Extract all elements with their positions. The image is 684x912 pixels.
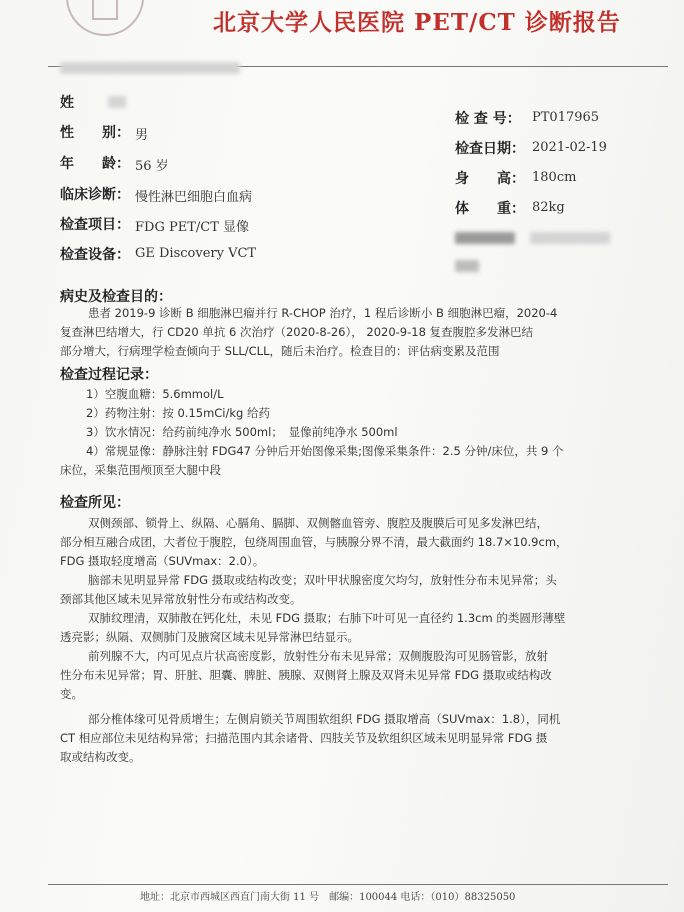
- findings-line: CT 相应部位未见结构异常；扫描范围内其余诸骨、四肢关节及软组织区域未见明显异常 FDG 摄: [60, 731, 548, 745]
- history-line: 患者 2019-9 诊断 B 细胞淋巴瘤并行 R-CHOP 治疗，1 程后诊断小 B 细胞淋巴瘤，2020-4: [88, 306, 558, 320]
- procedure-line: 床位，采集范围颅顶至大腿中段: [60, 463, 221, 477]
- sex-label: 性 别：: [60, 125, 130, 141]
- footer-rule: [48, 884, 668, 885]
- findings-line: 性分布未见异常；胃、肝脏、胆囊、脾脏、胰腺、双侧肾上腺及双肾未见异常 FDG 摄取或结构改: [60, 668, 552, 682]
- name-label: 姓: [60, 95, 74, 111]
- findings-heading: 检查所见：: [60, 495, 130, 511]
- redacted-name: [108, 96, 126, 108]
- findings-line: 部分椎体缘可见骨质增生；左侧肩锁关节周围软组织 FDG 摄取增高（SUVmax：1.8），同机: [88, 712, 561, 726]
- sex-value: 男: [135, 128, 149, 143]
- findings-line: 双侧颈部、锁骨上、纵隔、心膈角、膈脚、双侧髂血管旁、腹腔及腹膜后可见多发淋巴结，: [88, 516, 548, 530]
- findings-line: 前列腺不大，内可见点片状高密度影，放射性分布未见异常；双侧腹股沟可见肠管影，放射: [88, 649, 548, 663]
- device-value: GE Discovery VCT: [135, 246, 257, 261]
- hospital-logo-mark: [92, 0, 118, 20]
- procedure-line: 4）常规显像：静脉注射 FDG47 分钟后开始图像采集;图像采集条件：2.5 分钟/床位，共 9 个: [86, 444, 564, 458]
- device-label: 检查设备：: [60, 247, 130, 263]
- report-title: 北京大学人民医院 PET/CT 诊断报告: [213, 9, 621, 36]
- history-line: 复查淋巴结增大，行 CD20 单抗 6 次治疗（2020-8-26）， 2020-9-18 复查腹腔多发淋巴结: [60, 325, 534, 339]
- footer-address: 地址：北京市西城区西直门南大街 11 号 邮编：100044 电话：（010）88325050: [140, 892, 516, 903]
- exam-number-label: 检 查 号：: [455, 111, 521, 127]
- diagnosis-value: 慢性淋巴细胞白血病: [135, 190, 253, 205]
- findings-line: 部分相互融合成团，大者位于腹腔，包绕周围血管，与胰腺分界不清，最大截面约 18.7×10.9cm，: [60, 535, 568, 549]
- findings-line: 取或结构改变。: [60, 750, 141, 764]
- findings-text: [60, 514, 568, 767]
- history-line: 部分增大，行病理学检查倾向于 SLL/CLL，随后未治疗。检查目的：评估病变累及范围: [60, 344, 500, 358]
- height-label: 身 高：: [455, 171, 525, 187]
- weight-value: 82kg: [532, 200, 565, 215]
- redacted-block: [455, 260, 479, 272]
- exam-item-label: 检查项目：: [60, 217, 130, 233]
- weight-label: 体 重：: [455, 201, 525, 217]
- exam-item-value: FDG PET/CT 显像: [135, 220, 249, 235]
- procedure-text: [86, 385, 563, 461]
- findings-line: 变。: [60, 687, 83, 701]
- redacted-block: [530, 232, 610, 244]
- findings-line: FDG 摄取轻度增高（SUVmax：2.0）。: [60, 554, 265, 568]
- procedure-line: 2）药物注射：按 0.15mCi/kg 给药: [86, 406, 270, 420]
- findings-line: 双肺纹理清，双肺散在钙化灶，未见 FDG 摄取；右肺下叶可见一直径约 1.3cm 的类圆形薄壁: [88, 611, 566, 625]
- findings-line: 脑部未见明显异常 FDG 摄取或结构改变；双叶甲状腺密度欠均匀，放射性分布未见异常；头: [88, 573, 557, 587]
- history-text: [60, 304, 557, 361]
- findings-line: 颈部其他区域未见异常放射性分布或结构改变。: [60, 592, 302, 606]
- diagnosis-label: 临床诊断：: [60, 187, 130, 203]
- procedure-line: 3）饮水情况：给药前纯净水 500ml； 显像前纯净水 500ml: [86, 425, 398, 439]
- redacted-block: [455, 232, 515, 244]
- exam-date-label: 检查日期：: [455, 141, 525, 157]
- age-value: 56 岁: [135, 159, 169, 174]
- findings-line: 透亮影；纵隔、双侧肺门及腋窝区域未见异常淋巴结显示。: [60, 630, 359, 644]
- height-value: 180cm: [532, 170, 577, 185]
- history-heading: 病史及检查目的：: [60, 289, 172, 305]
- age-label: 年 龄：: [60, 156, 130, 172]
- procedure-line: 1）空腹血糖：5.6mmol/L: [86, 387, 224, 401]
- redacted-block: [60, 62, 240, 74]
- procedure-heading: 检查过程记录：: [60, 367, 158, 383]
- procedure-text-cont: [60, 461, 221, 480]
- exam-date-value: 2021-02-19: [532, 140, 607, 155]
- exam-number-value: PT017965: [532, 110, 600, 125]
